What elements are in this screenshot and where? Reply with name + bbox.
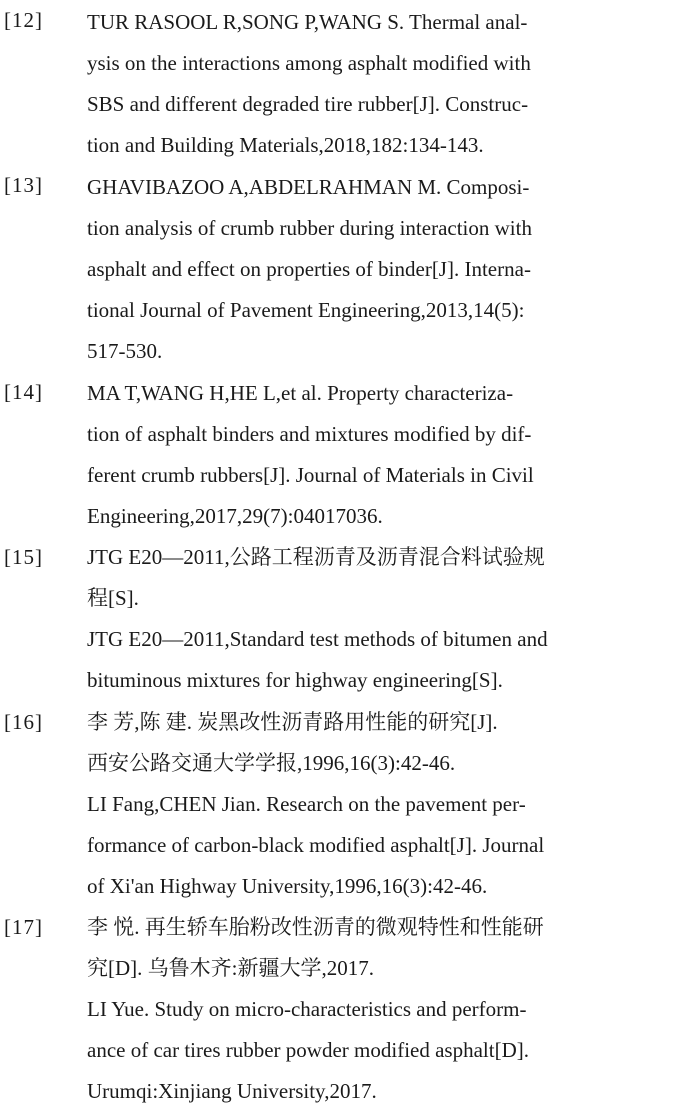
reference-number: [13] [4,173,43,197]
reference-line: tional Journal of Pavement Engineering,2013,14(5): [87,298,525,322]
reference-line: Engineering,2017,29(7):04017036. [87,504,383,528]
reference-line: tion analysis of crumb rubber during interaction with [87,216,532,240]
reference-line: formance of carbon-black modified asphalt[J]. Journal [87,833,545,857]
reference-line: tion and Building Materials,2018,182:134-143. [87,133,484,157]
reference-line: 究[D]. 乌鲁木齐:新疆大学,2017. [87,956,374,980]
reference-line: MA T,WANG H,HE L,et al. Property characteriza- [87,381,514,405]
reference-line: 程[S]. [87,586,139,610]
reference-line: ferent crumb rubbers[J]. Journal of Materials in Civil [87,463,534,487]
reference-number: [17] [4,915,43,939]
reference-line: Urumqi:Xinjiang University,2017. [87,1079,377,1103]
reference-line: 西安公路交通大学学报,1996,16(3):42-46. [87,751,456,775]
reference-line: of Xi'an Highway University,1996,16(3):42-46. [87,874,488,898]
reference-line: ance of car tires rubber powder modified asphalt[D]. [87,1038,529,1062]
reference-number: [16] [4,710,43,734]
reference-number: [15] [4,545,43,569]
reference-line: LI Fang,CHEN Jian. Research on the pavement per- [87,792,526,816]
reference-line: 517-530. [87,339,163,363]
reference-number: [12] [4,8,43,32]
reference-line: bituminous mixtures for highway engineering[S]. [87,668,503,692]
reference-line: tion of asphalt binders and mixtures modified by dif- [87,422,532,446]
reference-line: TUR RASOOL R,SONG P,WANG S. Thermal anal- [87,10,528,34]
reference-number: [14] [4,380,43,404]
reference-line: LI Yue. Study on micro-characteristics and perform- [87,997,527,1021]
reference-line: 李 芳,陈 建. 炭黑改性沥青路用性能的研究[J]. [87,710,498,734]
reference-line: 李 悦. 再生轿车胎粉改性沥青的微观特性和性能研 [87,915,544,939]
reference-line: JTG E20—2011,Standard test methods of bitumen and [87,627,548,651]
reference-line: ysis on the interactions among asphalt modified with [87,51,531,75]
reference-line: JTG E20—2011,公路工程沥青及沥青混合料试验规 [87,545,545,569]
reference-line: SBS and different degraded tire rubber[J]. Construc- [87,92,529,116]
reference-line: asphalt and effect on properties of binder[J]. Interna- [87,257,531,281]
reference-line: GHAVIBAZOO A,ABDELRAHMAN M. Composi- [87,175,530,199]
